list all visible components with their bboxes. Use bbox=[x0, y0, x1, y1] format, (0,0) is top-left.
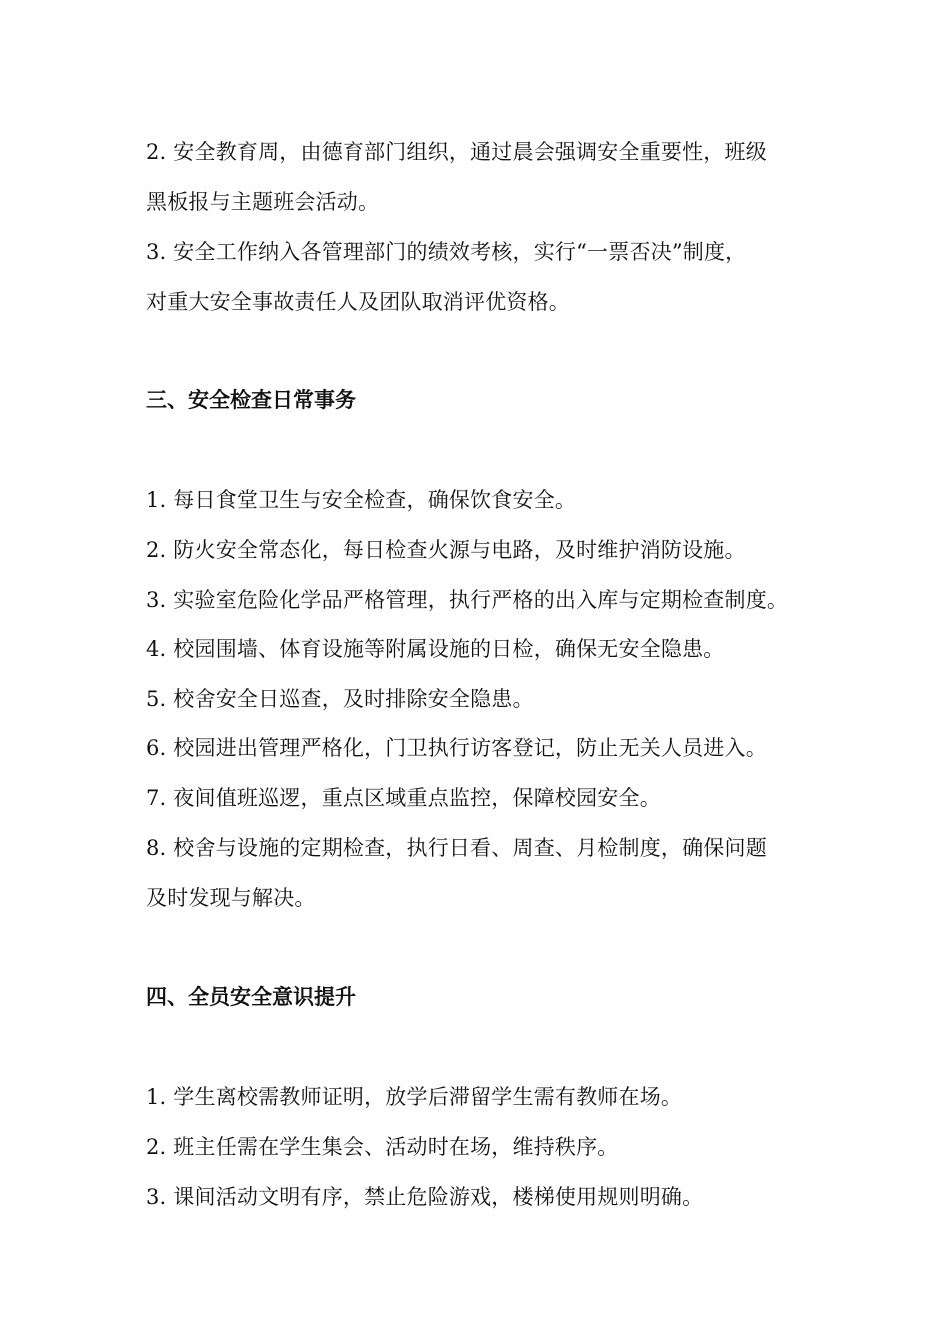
list-item: 2. 班主任需在学生集会、活动时在场，维持秩序。 bbox=[146, 1135, 619, 1159]
paragraph-line: 黑板报与主题班会活动。 bbox=[146, 190, 380, 214]
list-item: 6. 校园进出管理严格化，门卫执行访客登记，防止无关人员进入。 bbox=[146, 736, 767, 760]
paragraph-line: 3. 安全工作纳入各管理部门的绩效考核，实行“一票否决”制度， bbox=[146, 240, 747, 264]
list-item: 8. 校舍与设施的定期检查，执行日看、周查、月检制度，确保问题 bbox=[146, 836, 767, 860]
list-item: 5. 校舍安全日巡查，及时排除安全隐患。 bbox=[146, 687, 534, 711]
list-item: 7. 夜间值班巡逻，重点区域重点监控，保障校园安全。 bbox=[146, 786, 661, 810]
paragraph-line: 对重大安全事故责任人及团队取消评优资格。 bbox=[146, 290, 570, 314]
list-item: 4. 校园围墙、体育设施等附属设施的日检，确保无安全隐患。 bbox=[146, 637, 725, 661]
list-item: 2. 防火安全常态化，每日检查火源与电路，及时维护消防设施。 bbox=[146, 538, 746, 562]
list-item: 1. 学生离校需教师证明，放学后滞留学生需有教师在场。 bbox=[146, 1085, 683, 1109]
list-item: 3. 课间活动文明有序，禁止危险游戏，楼梯使用规则明确。 bbox=[146, 1185, 704, 1209]
list-item-continuation: 及时发现与解决。 bbox=[146, 886, 316, 910]
list-item: 3. 实验室危险化学品严格管理，执行严格的出入库与定期检查制度。 bbox=[146, 588, 789, 612]
section-heading: 四、全员安全意识提升 bbox=[146, 985, 356, 1009]
paragraph-line: 2. 安全教育周，由德育部门组织，通过晨会强调安全重要性，班级 bbox=[146, 140, 767, 164]
section-heading: 三、安全检查日常事务 bbox=[146, 388, 356, 412]
list-item: 1. 每日食堂卫生与安全检查，确保饮食安全。 bbox=[146, 488, 577, 512]
